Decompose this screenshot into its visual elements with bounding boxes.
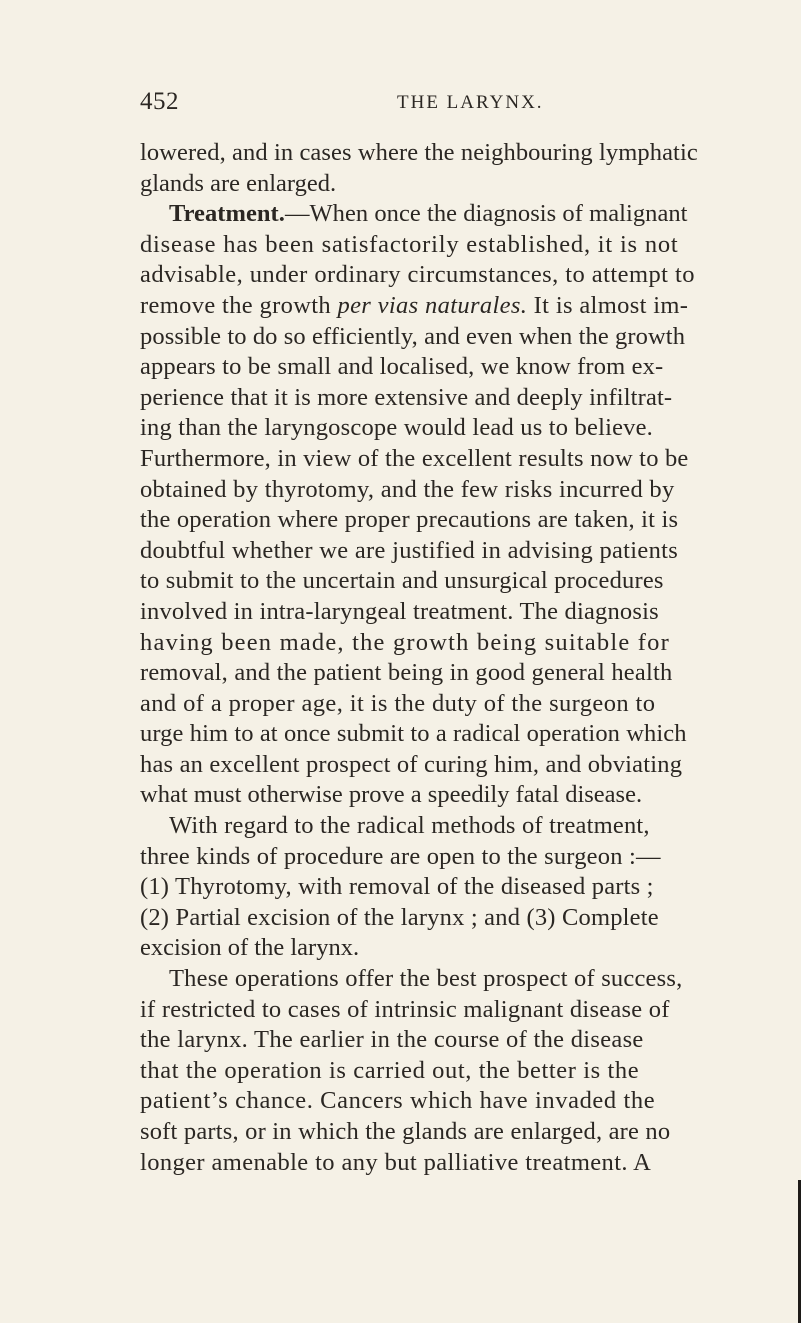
text-line: and of a proper age, it is the duty of the surgeon to <box>140 689 656 717</box>
text-line: These operations offer the best prospect of success, <box>169 965 683 993</box>
text-line: possible to do so efficiently, and even when the growth <box>140 322 686 350</box>
text-line: disease has been satisfactorily established, it is not <box>140 230 679 258</box>
text-line: the operation where proper precautions are taken, it is <box>140 506 679 534</box>
text-line: involved in intra-laryngeal treatment. The diagnosis <box>140 597 659 625</box>
text-line: what must otherwise prove a speedily fatal disease. <box>140 781 643 809</box>
text-line: if restricted to cases of intrinsic malignant disease of <box>140 995 670 1023</box>
text-fragment: It is almost im- <box>527 291 689 319</box>
running-title: THE LARYNX. <box>397 92 544 113</box>
text-line: perience that it is more extensive and deeply infiltrat- <box>140 383 673 411</box>
latin-phrase: per vias naturales. <box>337 291 528 319</box>
text-line: that the operation is carried out, the better is the <box>140 1056 640 1084</box>
text-line: has an excellent prospect of curing him, and obviating <box>140 750 683 778</box>
text-line: excision of the larynx. <box>140 934 360 962</box>
text-line: the larynx. The earlier in the course of the disease <box>140 1026 644 1054</box>
text-fragment: —When once the diagnosis of malignant <box>284 200 688 228</box>
text-line: Furthermore, in view of the excellent results now to be <box>140 444 689 472</box>
text-line: doubtful whether we are justified in advising patients <box>140 536 679 564</box>
body-text <box>140 138 800 1178</box>
paragraph-line-treatment <box>140 199 800 230</box>
text-line: ing than the laryngoscope would lead us to believe. <box>140 414 654 442</box>
text-line: glands are enlarged. <box>140 169 337 197</box>
text-fragment: remove the growth <box>140 291 338 319</box>
text-line: advisable, under ordinary circumstances, to attempt to <box>140 261 695 289</box>
text-line: With regard to the radical methods of treatment, <box>169 812 650 840</box>
text-line: to submit to the uncertain and unsurgical procedures <box>140 567 664 595</box>
text-line: soft parts, or in which the glands are enlarged, are no <box>140 1118 671 1145</box>
running-head <box>0 88 801 128</box>
text-line: patient’s chance. Cancers which have invaded the <box>140 1087 656 1115</box>
text-line: having been made, the growth being suitable for <box>140 628 670 656</box>
text-line: appears to be small and localised, we know from ex- <box>140 353 664 381</box>
section-heading-treatment: Treatment. <box>169 200 285 228</box>
text-line: obtained by thyrotomy, and the few risks incurred by <box>140 475 675 503</box>
text-line-with-italic <box>140 291 800 322</box>
text-line: longer amenable to any but palliative treatment. A <box>140 1148 652 1176</box>
text-line: (2) Partial excision of the larynx ; and (3) Complete <box>140 903 659 931</box>
text-line: urge him to at once submit to a radical operation which <box>140 720 687 748</box>
text-line: (1) Thyrotomy, with removal of the diseased parts ; <box>140 873 654 901</box>
page-number: 452 <box>140 88 179 115</box>
text-line: removal, and the patient being in good general health <box>140 659 673 687</box>
text-line: lowered, and in cases where the neighbouring lymphatic <box>140 139 698 166</box>
text-line: three kinds of procedure are open to the surgeon :— <box>140 842 661 870</box>
